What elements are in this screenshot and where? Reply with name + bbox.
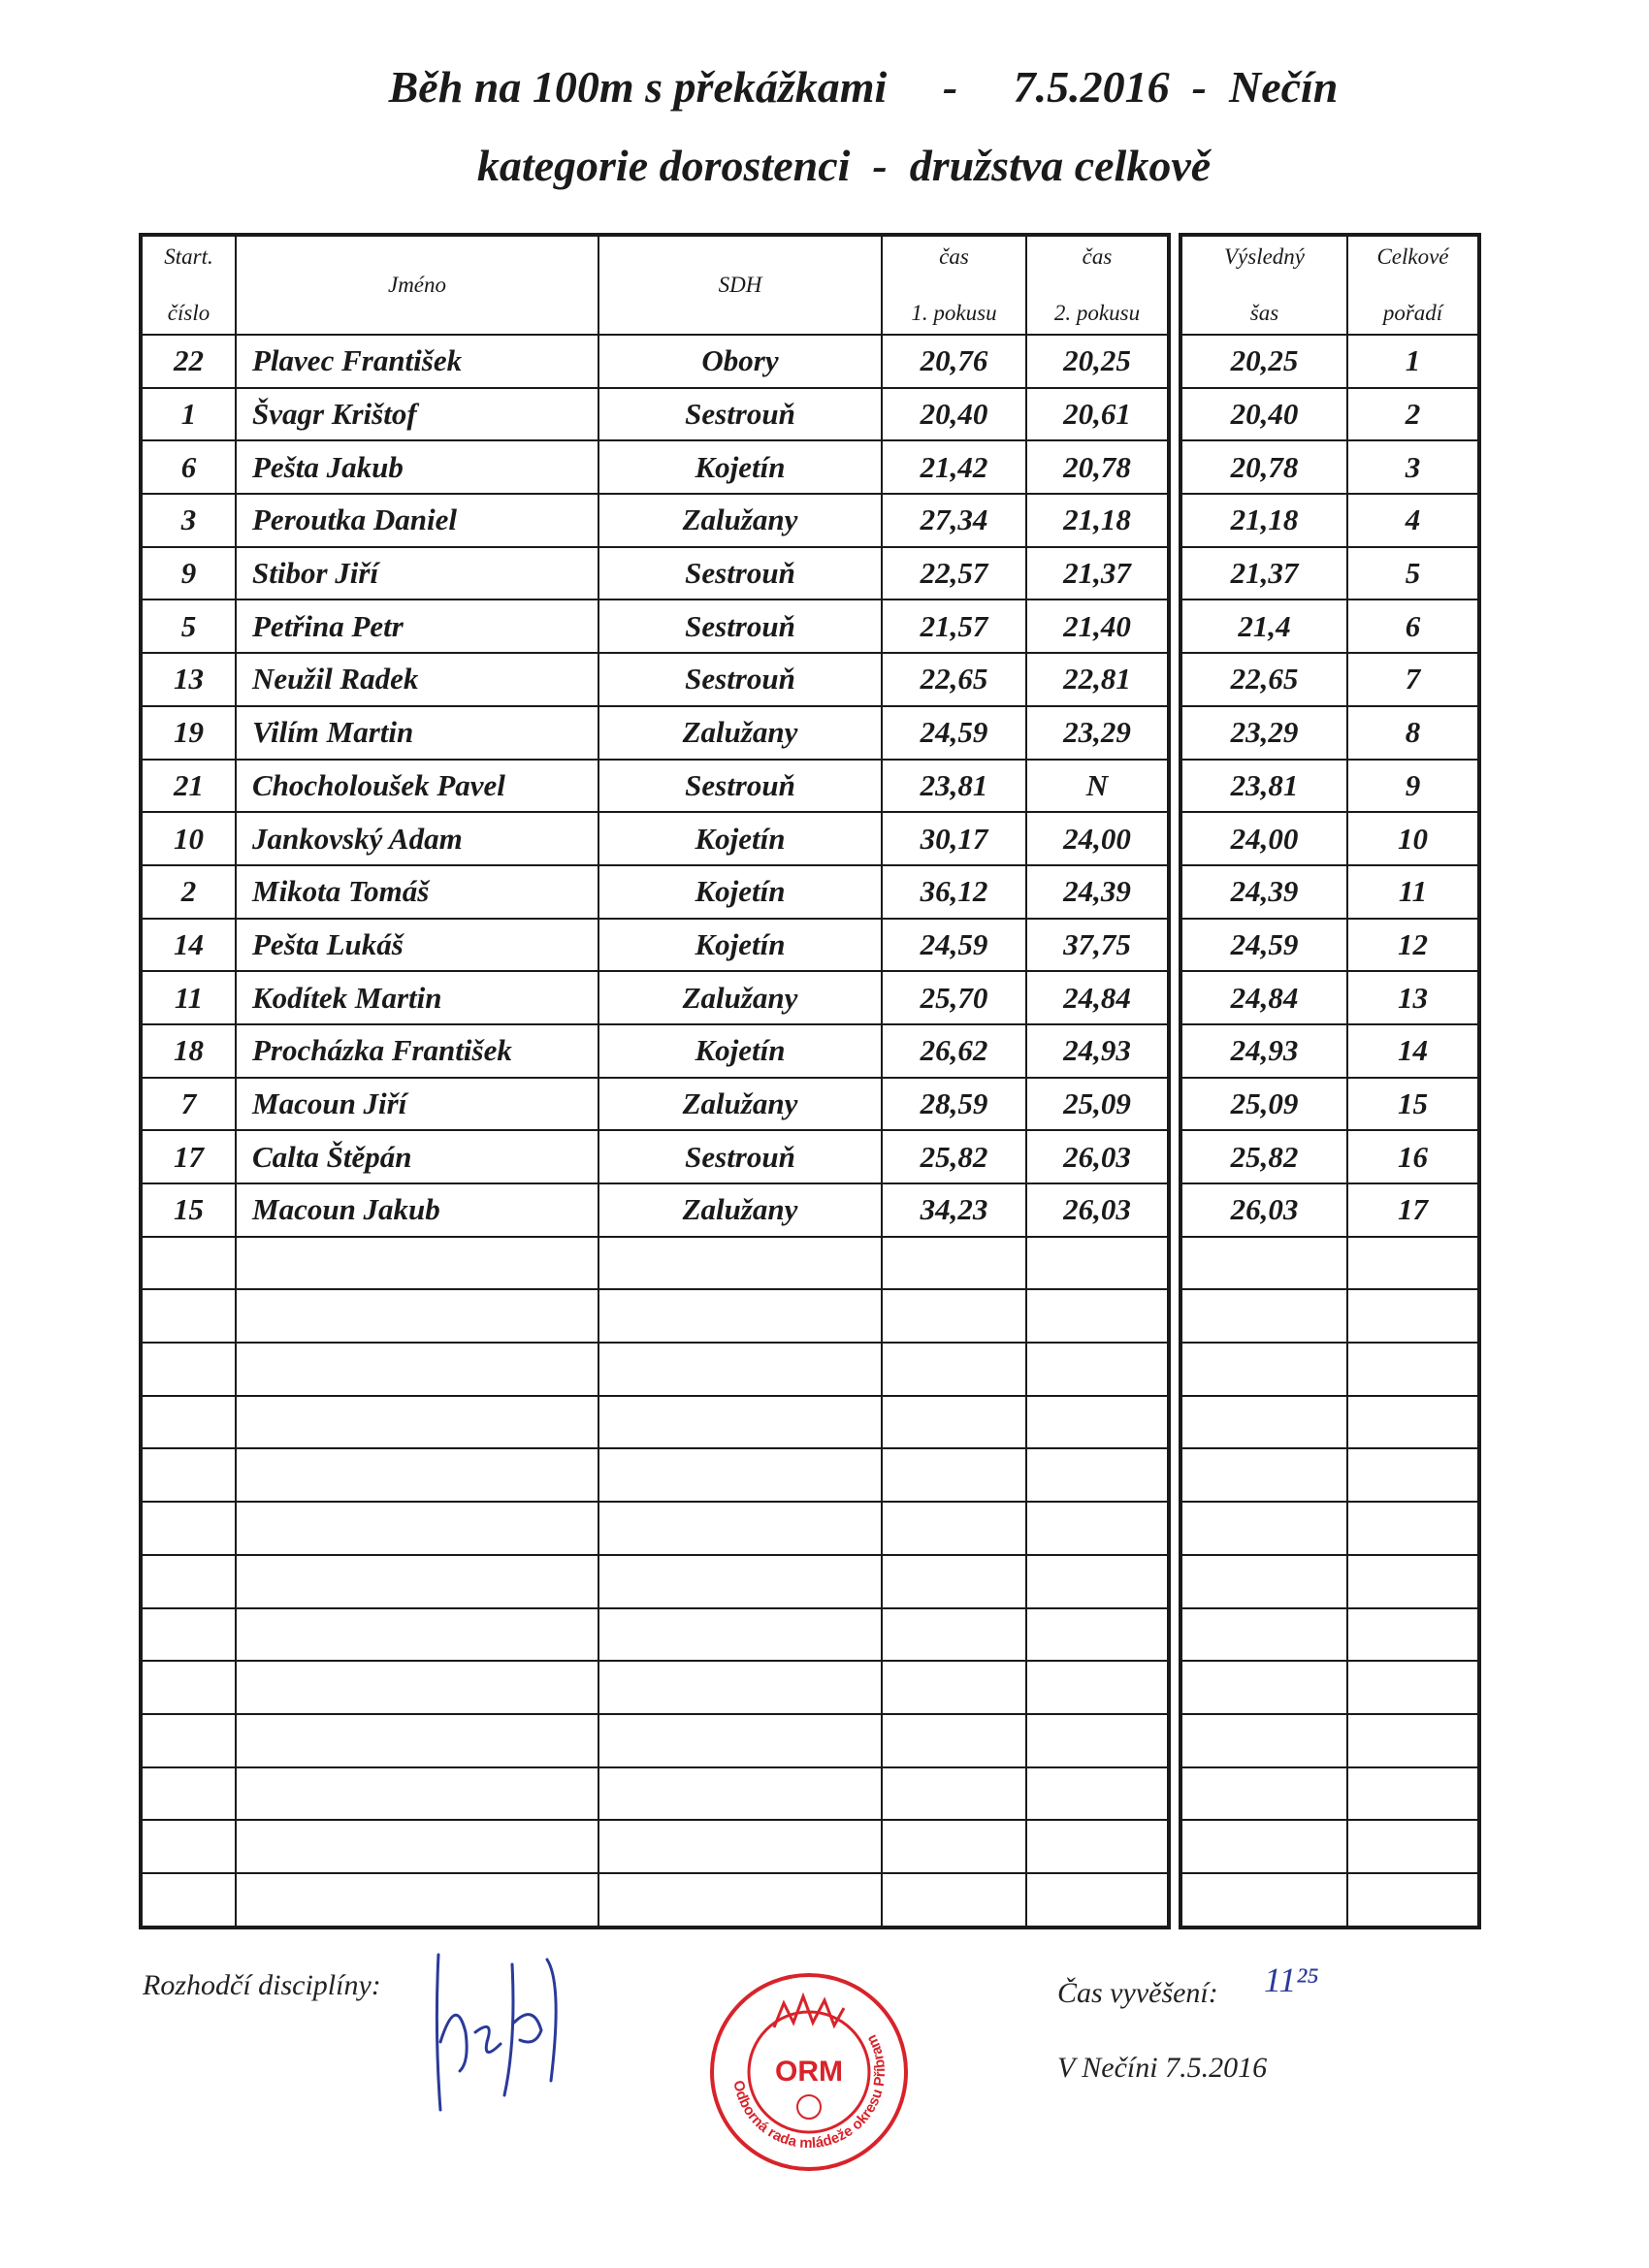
time-1-cell: 24,59 xyxy=(882,919,1026,972)
time-1-cell xyxy=(882,1343,1026,1396)
table-row xyxy=(141,812,1169,865)
club-cell xyxy=(598,1396,882,1449)
table-row xyxy=(141,335,1169,388)
time-1-cell: 27,34 xyxy=(882,494,1026,547)
name-cell xyxy=(236,1396,598,1449)
stamp-center-text: ORM xyxy=(775,2056,843,2088)
table-row xyxy=(141,494,1169,547)
rank-cell: 11 xyxy=(1347,865,1479,919)
start-number-cell: 2 xyxy=(141,865,236,919)
start-number-cell: 13 xyxy=(141,653,236,706)
club-cell xyxy=(598,1502,882,1555)
time-2-cell: 20,61 xyxy=(1026,388,1169,441)
header-final-time: Výsledný šas xyxy=(1180,235,1347,335)
rank-cell xyxy=(1347,1502,1479,1555)
club-cell xyxy=(598,1714,882,1767)
name-cell xyxy=(236,1555,598,1608)
final-time-cell xyxy=(1180,1396,1347,1449)
club-cell xyxy=(598,1820,882,1873)
club-cell: Sestrouň xyxy=(598,547,882,600)
final-time-cell: 21,18 xyxy=(1180,494,1347,547)
final-time-cell: 24,00 xyxy=(1180,812,1347,865)
final-time-cell: 25,09 xyxy=(1180,1078,1347,1131)
start-number-cell xyxy=(141,1714,236,1767)
table-row xyxy=(141,706,1169,760)
time-2-cell: 23,29 xyxy=(1026,706,1169,760)
table-row xyxy=(141,919,1169,972)
table-row-empty xyxy=(1180,1502,1479,1555)
start-number-cell: 10 xyxy=(141,812,236,865)
table-row-empty xyxy=(1180,1608,1479,1662)
time-1-cell: 25,70 xyxy=(882,971,1026,1024)
time-1-cell: 21,57 xyxy=(882,599,1026,653)
start-number-cell: 19 xyxy=(141,706,236,760)
name-cell xyxy=(236,1873,598,1928)
start-number-cell xyxy=(141,1343,236,1396)
time-1-cell xyxy=(882,1714,1026,1767)
table-row xyxy=(1180,760,1479,813)
start-number-cell: 15 xyxy=(141,1183,236,1237)
final-time-cell: 24,93 xyxy=(1180,1024,1347,1078)
name-cell: Švagr Krištof xyxy=(236,388,598,441)
start-number-cell: 17 xyxy=(141,1130,236,1183)
time-2-cell: 24,00 xyxy=(1026,812,1169,865)
final-time-cell: 20,40 xyxy=(1180,388,1347,441)
table-row-empty xyxy=(1180,1714,1479,1767)
time-1-cell: 20,76 xyxy=(882,335,1026,388)
table-row-empty xyxy=(141,1502,1169,1555)
header-time-2: čas 2. pokusu xyxy=(1026,235,1169,335)
time-1-cell xyxy=(882,1767,1026,1821)
table-row-empty xyxy=(1180,1289,1479,1343)
club-cell: Sestrouň xyxy=(598,599,882,653)
table-row-empty xyxy=(1180,1343,1479,1396)
club-cell: Kojetín xyxy=(598,812,882,865)
final-time-cell: 24,39 xyxy=(1180,865,1347,919)
start-number-cell: 6 xyxy=(141,440,236,494)
table-row xyxy=(141,388,1169,441)
rank-cell xyxy=(1347,1343,1479,1396)
table-row xyxy=(1180,1024,1479,1078)
start-number-cell: 11 xyxy=(141,971,236,1024)
rank-cell: 2 xyxy=(1347,388,1479,441)
final-time-cell: 25,82 xyxy=(1180,1130,1347,1183)
name-cell xyxy=(236,1820,598,1873)
table-row xyxy=(141,547,1169,600)
club-cell: Zalužany xyxy=(598,706,882,760)
time-2-cell: 26,03 xyxy=(1026,1183,1169,1237)
time-1-cell xyxy=(882,1555,1026,1608)
organization-stamp xyxy=(706,1969,912,2175)
rank-cell: 3 xyxy=(1347,440,1479,494)
time-2-cell: 24,84 xyxy=(1026,971,1169,1024)
table-row-empty xyxy=(1180,1448,1479,1502)
club-cell: Kojetín xyxy=(598,1024,882,1078)
club-cell: Sestrouň xyxy=(598,760,882,813)
final-time-cell: 24,59 xyxy=(1180,919,1347,972)
rank-cell xyxy=(1347,1555,1479,1608)
final-time-cell xyxy=(1180,1237,1347,1290)
rank-cell xyxy=(1347,1820,1479,1873)
club-cell: Zalužany xyxy=(598,494,882,547)
start-number-cell: 5 xyxy=(141,599,236,653)
final-time-cell: 21,37 xyxy=(1180,547,1347,600)
name-cell: Macoun Jakub xyxy=(236,1183,598,1237)
final-time-cell: 20,25 xyxy=(1180,335,1347,388)
posted-time-value: 11²⁵ xyxy=(1264,1960,1319,1999)
table-row xyxy=(1180,494,1479,547)
time-1-cell xyxy=(882,1661,1026,1714)
table-row-empty xyxy=(141,1237,1169,1290)
time-2-cell: 22,81 xyxy=(1026,653,1169,706)
time-2-cell xyxy=(1026,1873,1169,1928)
time-1-cell: 21,42 xyxy=(882,440,1026,494)
table-row xyxy=(141,971,1169,1024)
name-cell xyxy=(236,1661,598,1714)
final-results-table xyxy=(1179,233,1481,1929)
rank-cell: 13 xyxy=(1347,971,1479,1024)
rank-cell xyxy=(1347,1714,1479,1767)
club-cell xyxy=(598,1767,882,1821)
place-and-date: V Nečíni 7.5.2016 xyxy=(1057,2052,1268,2084)
name-cell: Calta Štěpán xyxy=(236,1130,598,1183)
time-1-cell: 23,81 xyxy=(882,760,1026,813)
time-1-cell: 34,23 xyxy=(882,1183,1026,1237)
name-cell xyxy=(236,1289,598,1343)
table-row-empty xyxy=(141,1289,1169,1343)
time-1-cell: 22,65 xyxy=(882,653,1026,706)
name-cell xyxy=(236,1714,598,1767)
start-number-cell xyxy=(141,1873,236,1928)
club-cell xyxy=(598,1448,882,1502)
time-1-cell: 24,59 xyxy=(882,706,1026,760)
table-row-empty xyxy=(141,1661,1169,1714)
final-time-cell xyxy=(1180,1820,1347,1873)
club-cell xyxy=(598,1608,882,1662)
rank-cell xyxy=(1347,1873,1479,1928)
results-table xyxy=(139,233,1171,1929)
club-cell: Obory xyxy=(598,335,882,388)
table-row xyxy=(1180,388,1479,441)
table-row xyxy=(141,1078,1169,1131)
time-2-cell xyxy=(1026,1714,1169,1767)
table-row xyxy=(141,865,1169,919)
posted-time-label: Čas vyvěšení: xyxy=(1057,1977,1218,2009)
rank-cell xyxy=(1347,1608,1479,1662)
time-1-cell: 36,12 xyxy=(882,865,1026,919)
club-cell xyxy=(598,1343,882,1396)
time-1-cell: 20,40 xyxy=(882,388,1026,441)
final-time-cell xyxy=(1180,1555,1347,1608)
table-row-empty xyxy=(141,1608,1169,1662)
name-cell: Neužil Radek xyxy=(236,653,598,706)
final-time-cell xyxy=(1180,1608,1347,1662)
table-header-row xyxy=(1180,235,1479,335)
time-2-cell: 20,25 xyxy=(1026,335,1169,388)
rank-cell: 17 xyxy=(1347,1183,1479,1237)
name-cell xyxy=(236,1237,598,1290)
header-club: SDH xyxy=(598,235,882,335)
club-cell xyxy=(598,1237,882,1290)
final-time-cell xyxy=(1180,1448,1347,1502)
name-cell: Stibor Jiří xyxy=(236,547,598,600)
club-cell xyxy=(598,1555,882,1608)
table-row-empty xyxy=(1180,1767,1479,1821)
name-cell: Pešta Jakub xyxy=(236,440,598,494)
rank-cell: 1 xyxy=(1347,335,1479,388)
time-2-cell xyxy=(1026,1502,1169,1555)
club-cell: Zalužany xyxy=(598,1078,882,1131)
final-time-cell xyxy=(1180,1343,1347,1396)
table-row-empty xyxy=(1180,1396,1479,1449)
start-number-cell xyxy=(141,1608,236,1662)
name-cell: Jankovský Adam xyxy=(236,812,598,865)
table-row xyxy=(1180,1130,1479,1183)
final-time-cell: 23,81 xyxy=(1180,760,1347,813)
start-number-cell: 9 xyxy=(141,547,236,600)
rank-cell: 16 xyxy=(1347,1130,1479,1183)
table-row-empty xyxy=(141,1343,1169,1396)
table-row-empty xyxy=(1180,1873,1479,1928)
club-cell xyxy=(598,1289,882,1343)
name-cell: Kodítek Martin xyxy=(236,971,598,1024)
stamp-ring-text: Odborná rada mládeže okresu Příbram xyxy=(729,2031,889,2153)
final-time-cell: 21,4 xyxy=(1180,599,1347,653)
start-number-cell: 1 xyxy=(141,388,236,441)
table-row xyxy=(1180,1183,1479,1237)
start-number-cell xyxy=(141,1448,236,1502)
name-cell: Vilím Martin xyxy=(236,706,598,760)
club-cell: Kojetín xyxy=(598,865,882,919)
table-row-empty xyxy=(1180,1555,1479,1608)
name-cell: Plavec František xyxy=(236,335,598,388)
start-number-cell xyxy=(141,1820,236,1873)
time-2-cell: 20,78 xyxy=(1026,440,1169,494)
time-1-cell xyxy=(882,1396,1026,1449)
table-row xyxy=(141,1024,1169,1078)
club-cell xyxy=(598,1873,882,1928)
time-2-cell xyxy=(1026,1820,1169,1873)
start-number-cell xyxy=(141,1767,236,1821)
time-2-cell xyxy=(1026,1289,1169,1343)
table-row-empty xyxy=(141,1714,1169,1767)
table-row xyxy=(1180,706,1479,760)
table-row xyxy=(1180,440,1479,494)
table-row xyxy=(1180,865,1479,919)
table-row xyxy=(141,599,1169,653)
time-2-cell xyxy=(1026,1767,1169,1821)
club-cell xyxy=(598,1661,882,1714)
referee-label: Rozhodčí disciplíny: xyxy=(143,1969,381,2001)
time-2-cell: 24,39 xyxy=(1026,865,1169,919)
table-row xyxy=(141,1130,1169,1183)
time-2-cell: 24,93 xyxy=(1026,1024,1169,1078)
start-number-cell xyxy=(141,1237,236,1290)
time-2-cell: 25,09 xyxy=(1026,1078,1169,1131)
table-row-empty xyxy=(141,1555,1169,1608)
table-row xyxy=(141,653,1169,706)
final-time-cell xyxy=(1180,1289,1347,1343)
table-row xyxy=(1180,971,1479,1024)
table-row-empty xyxy=(141,1820,1169,1873)
name-cell: Chocholoušek Pavel xyxy=(236,760,598,813)
final-time-cell xyxy=(1180,1502,1347,1555)
name-cell xyxy=(236,1502,598,1555)
name-cell xyxy=(236,1767,598,1821)
document-title: Běh na 100m s překážkami - 7.5.2016 - Nečín xyxy=(388,62,1339,112)
rank-cell: 15 xyxy=(1347,1078,1479,1131)
final-time-cell xyxy=(1180,1873,1347,1928)
rank-cell xyxy=(1347,1237,1479,1290)
start-number-cell xyxy=(141,1555,236,1608)
time-1-cell xyxy=(882,1289,1026,1343)
club-cell: Zalužany xyxy=(598,971,882,1024)
table-row-empty xyxy=(1180,1237,1479,1290)
table-row xyxy=(1180,335,1479,388)
time-2-cell xyxy=(1026,1608,1169,1662)
final-time-cell: 20,78 xyxy=(1180,440,1347,494)
name-cell xyxy=(236,1343,598,1396)
final-time-cell: 24,84 xyxy=(1180,971,1347,1024)
start-number-cell: 14 xyxy=(141,919,236,972)
name-cell: Peroutka Daniel xyxy=(236,494,598,547)
table-row xyxy=(141,1183,1169,1237)
table-row-empty xyxy=(1180,1661,1479,1714)
time-2-cell: 21,40 xyxy=(1026,599,1169,653)
time-1-cell xyxy=(882,1820,1026,1873)
table-header-row xyxy=(141,235,1169,335)
name-cell xyxy=(236,1448,598,1502)
time-2-cell xyxy=(1026,1555,1169,1608)
start-number-cell xyxy=(141,1661,236,1714)
time-2-cell: 21,18 xyxy=(1026,494,1169,547)
table-row-empty xyxy=(141,1873,1169,1928)
start-number-cell: 22 xyxy=(141,335,236,388)
start-number-cell: 3 xyxy=(141,494,236,547)
table-row xyxy=(1180,1078,1479,1131)
name-cell xyxy=(236,1608,598,1662)
rank-cell: 8 xyxy=(1347,706,1479,760)
time-2-cell: 26,03 xyxy=(1026,1130,1169,1183)
header-start-number: Start. číslo xyxy=(141,235,236,335)
time-1-cell: 22,57 xyxy=(882,547,1026,600)
time-1-cell xyxy=(882,1502,1026,1555)
time-1-cell xyxy=(882,1448,1026,1502)
rank-cell: 12 xyxy=(1347,919,1479,972)
start-number-cell xyxy=(141,1396,236,1449)
time-1-cell xyxy=(882,1237,1026,1290)
rank-cell xyxy=(1347,1396,1479,1449)
document-subtitle: kategorie dorostenci - družstva celkově xyxy=(476,141,1212,190)
time-2-cell: N xyxy=(1026,760,1169,813)
header-overall-rank: Celkové pořadí xyxy=(1347,235,1479,335)
table-row xyxy=(1180,919,1479,972)
start-number-cell xyxy=(141,1289,236,1343)
table-row-empty xyxy=(141,1396,1169,1449)
emblem-icon xyxy=(797,2095,821,2119)
rank-cell: 10 xyxy=(1347,812,1479,865)
time-2-cell xyxy=(1026,1661,1169,1714)
time-2-cell: 37,75 xyxy=(1026,919,1169,972)
start-number-cell: 21 xyxy=(141,760,236,813)
table-row-empty xyxy=(141,1448,1169,1502)
name-cell: Mikota Tomáš xyxy=(236,865,598,919)
table-row xyxy=(1180,653,1479,706)
final-time-cell xyxy=(1180,1661,1347,1714)
club-cell: Sestrouň xyxy=(598,1130,882,1183)
final-time-cell xyxy=(1180,1767,1347,1821)
final-time-cell: 23,29 xyxy=(1180,706,1347,760)
name-cell: Petřina Petr xyxy=(236,599,598,653)
table-row xyxy=(141,440,1169,494)
rank-cell: 5 xyxy=(1347,547,1479,600)
name-cell: Procházka František xyxy=(236,1024,598,1078)
time-1-cell: 30,17 xyxy=(882,812,1026,865)
rank-cell: 9 xyxy=(1347,760,1479,813)
header-name: Jméno xyxy=(236,235,598,335)
rank-cell xyxy=(1347,1289,1479,1343)
time-2-cell xyxy=(1026,1448,1169,1502)
time-1-cell: 26,62 xyxy=(882,1024,1026,1078)
time-2-cell: 21,37 xyxy=(1026,547,1169,600)
table-row-empty xyxy=(1180,1820,1479,1873)
table-row-empty xyxy=(141,1767,1169,1821)
name-cell: Pešta Lukáš xyxy=(236,919,598,972)
rank-cell: 6 xyxy=(1347,599,1479,653)
time-1-cell xyxy=(882,1873,1026,1928)
rank-cell: 14 xyxy=(1347,1024,1479,1078)
club-cell: Sestrouň xyxy=(598,653,882,706)
rank-cell: 7 xyxy=(1347,653,1479,706)
start-number-cell: 7 xyxy=(141,1078,236,1131)
rank-cell xyxy=(1347,1661,1479,1714)
final-time-cell: 22,65 xyxy=(1180,653,1347,706)
time-2-cell xyxy=(1026,1396,1169,1449)
time-1-cell: 28,59 xyxy=(882,1078,1026,1131)
table-row xyxy=(1180,599,1479,653)
final-time-cell: 26,03 xyxy=(1180,1183,1347,1237)
time-2-cell xyxy=(1026,1237,1169,1290)
start-number-cell: 18 xyxy=(141,1024,236,1078)
start-number-cell xyxy=(141,1502,236,1555)
header-time-1: čas 1. pokusu xyxy=(882,235,1026,335)
club-cell: Sestrouň xyxy=(598,388,882,441)
name-cell: Macoun Jiří xyxy=(236,1078,598,1131)
rank-cell xyxy=(1347,1448,1479,1502)
club-cell: Kojetín xyxy=(598,440,882,494)
final-time-cell xyxy=(1180,1714,1347,1767)
time-2-cell xyxy=(1026,1343,1169,1396)
time-1-cell xyxy=(882,1608,1026,1662)
club-cell: Zalužany xyxy=(598,1183,882,1237)
table-row xyxy=(1180,812,1479,865)
rank-cell xyxy=(1347,1767,1479,1821)
table-row xyxy=(141,760,1169,813)
time-1-cell: 25,82 xyxy=(882,1130,1026,1183)
club-cell: Kojetín xyxy=(598,919,882,972)
referee-signature xyxy=(427,1926,582,2120)
table-row xyxy=(1180,547,1479,600)
rank-cell: 4 xyxy=(1347,494,1479,547)
